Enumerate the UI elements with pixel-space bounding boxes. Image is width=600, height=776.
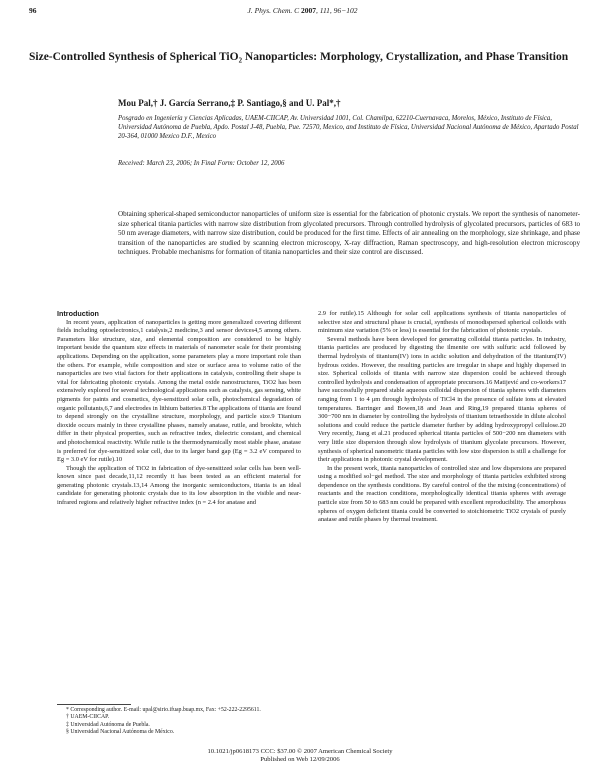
body-paragraph: In the present work, titania nanoparticles of controlled size and low dispersions are prepared using a modified sol−gel method. The size and morphology of titania particles exhibited strong dependence on the synthesis conditions. By careful control of the the mixing (concentrations) of reactants and the reaction conditions, morphologically identical titania spheres with average particle size from 50 to 683 nm could be prepared with excellent reproducibility. The amorphous spheres of oxygen deficient titania could be converted to stoichiometric TiO2 crystals of purely anatase and rutile phases by thermal treatment.	[318, 464, 566, 524]
journal-year: 2007	[301, 6, 317, 15]
left-column	[57, 310, 301, 508]
article-title: Size-Controlled Synthesis of Spherical TiO₂ Nanoparticles: Morphology, Crystallization, and Phase Transition	[29, 51, 569, 63]
affiliations: Posgrado en Ingeniería y Ciencias Aplicadas, UAEM-CIICAP, Av. Universidad 1001, Col. Chamilpa, 62210-Cuernavaca, Morelos, México, Instituto de Física, Universidad Autónoma de Puebla, Apdo. Postal J-48, Puebla, Pue. 72570, Mexico, and Instituto de Física, Universidad Nacional Autónoma de México, Apartado Postal 20-364, 01000 Mexico D.F., Mexico	[118, 115, 579, 140]
running-head	[29, 6, 576, 18]
footnote-affiliation: † UAEM-CIICAP.	[66, 714, 110, 721]
body-paragraph: 2.9 for rutile).15 Although for solar cell applications synthesis of titania nanoparticles of selective size and structural phase is crucial, synthesis of monodispersed spherical colloids with minimum size variation (5% or less) is essential for the fabrication of photonic crystals.	[318, 310, 566, 335]
section-heading-introduction: Introduction	[57, 309, 99, 318]
journal-name: J. Phys. Chem. C	[247, 6, 300, 15]
page-number: 96	[29, 6, 37, 15]
footnote-corresponding-author: * Corresponding author. E-mail: upal@sirio.ifuap.buap.mx, Fax: +52-222-2295611.	[66, 707, 261, 713]
received-dates: Received: March 23, 2006; In Final Form: October 12, 2006	[118, 160, 285, 167]
footnote-affiliation: ‡ Universidad Autónoma de Puebla.	[66, 721, 150, 728]
abstract: Obtaining spherical-shaped semiconductor nanoparticles of uniform size is essential for the fabrication of photonic crystals. We report the synthesis of nanometer-size spherical titania particles with narrow size distribution from glycolated precursors. Through controlled hydrolysis of glycolated precursors, particles of 683 to 50 nm average diameters, with narrow size distribution, could be produced for the first time. Effects of air annealing on the morphology, size shrinkage, and phase transition of the nanoparticles are studied by scanning electron microscopy, X-ray diffraction, Raman spectroscopy, and high-resolution electron microscopy techniques. Probable mechanisms for formation of titania nanoparticles and their size control are discussed.	[118, 210, 580, 257]
footnotes	[57, 704, 301, 737]
doi-line: 10.1021/jp0618173 CCC: $37.00 © 2007 American Chemical Society	[207, 748, 393, 755]
right-column	[318, 310, 566, 525]
body-paragraph: In recent years, application of nanoparticles is getting more generalized covering different fields including optoelectronics,1 catalysis,2 medicine,3 and sensor devices4,5 among others. Parameters like structure, size, and elemental composition are considered to be highly important beside the quantum size effects in materials of nanometer scale for their promising applications. Depending on the application, some parameters play a more important role than the others. For example, while composition and size or surface area to volume ratio of the nanoparticles are two vital factors for their applications in catalysis, controlling their shape is vital for fabricating photonic crystals. Among the metal oxide nanostructures, TiO2 has been extensively explored for several technological applications such as catalysis, gas sensing, white pigments for paints and cosmetics, dye-sensitized solar cells, photochemical degradation of organic pollutants,6,7 and electrodes in lithium batteries.8 The applications of titania are found to depend strongly on the crystalline structure, morphology, and particle size.9 Titanium dioxide occurs mainly in three crystalline phases, namely anatase, rutile, and brookite, which differ in their physical properties, such as refractive index, dielectric constant, and chemical and photochemical reactivity. While rutile is the thermodynamically most stable phase, anatase is preferred for dye-sensitized solar cell, due to its larger band gap (Eg = 3.2 eV compared to Eg = 3.0 eV for rutile).10	[57, 318, 302, 464]
author-list: Mou Pal,† J. García Serrano,‡ P. Santiago,§ and U. Pal*,†	[118, 98, 341, 108]
publication-footer	[0, 748, 600, 764]
footnote-affiliation: § Universidad Nacional Autónoma de México.	[66, 729, 175, 736]
body-paragraph: Several methods have been developed for generating colloidal titania particles. In industry, titania particles are produced by digesting the ilmenite ore with sulfuric acid followed by thermal hydrolysis of titanium(IV) ions in acidic solution and dehydration of the titanium(IV) hydrous oxides. However, the resulting particles are irregular in shape and highly dispersed in size. Spherical colloids of titania with narrow size dispersion could be achieved through controlled hydrolysis and condensation of appropriate precursors.16 Matijević and co-workers17 have successfully prepared stable aqueous colloidal dispersion of titania spheres with diameters ranging from 1 to 4 μm through hydrolysis of TiCl4 in the presence of sulfate ions at elevated temperatures. Barringer and Bowen,18 and Jean and Ring,19 prepared titania spheres of 300−700 nm in diameter by controlling the hydrolysis of titanium tetraethoxide in dilute alcohol solutions and could reduce the particle diameter further by adding hydroxypropyl cellulose.20 Very recently, Jiang et al.21 produced spherical titania particles of 500−200 nm diameters with very little size dispersion through slow hydrolysis of titanium glycolate precursors. However, synthesis of spherical nanometric titania particles with low size dispersion is still a challenge for their applications in photonic crystal development.	[318, 335, 566, 464]
footnote-rule	[57, 704, 131, 705]
body-paragraph: Though the application of TiO2 in fabrication of dye-sensitized solar cells has been well-known since past decade,11,12 recently it has been tested as an efficient material for generating photonic crystals.13,14 Among the inorganic semiconductors, titania is an ideal candidate for generating photonic crystals due to its low absorption in the visible and near-infrared regions and relatively higher refractive index (n = 2.4 for anatase and	[57, 464, 301, 507]
published-date: Published on Web 12/09/2006	[260, 756, 340, 763]
journal-volume-pages: 111, 96−102	[319, 6, 358, 15]
journal-citation: J. Phys. Chem. C 2007, 111, 96−102	[247, 6, 358, 15]
